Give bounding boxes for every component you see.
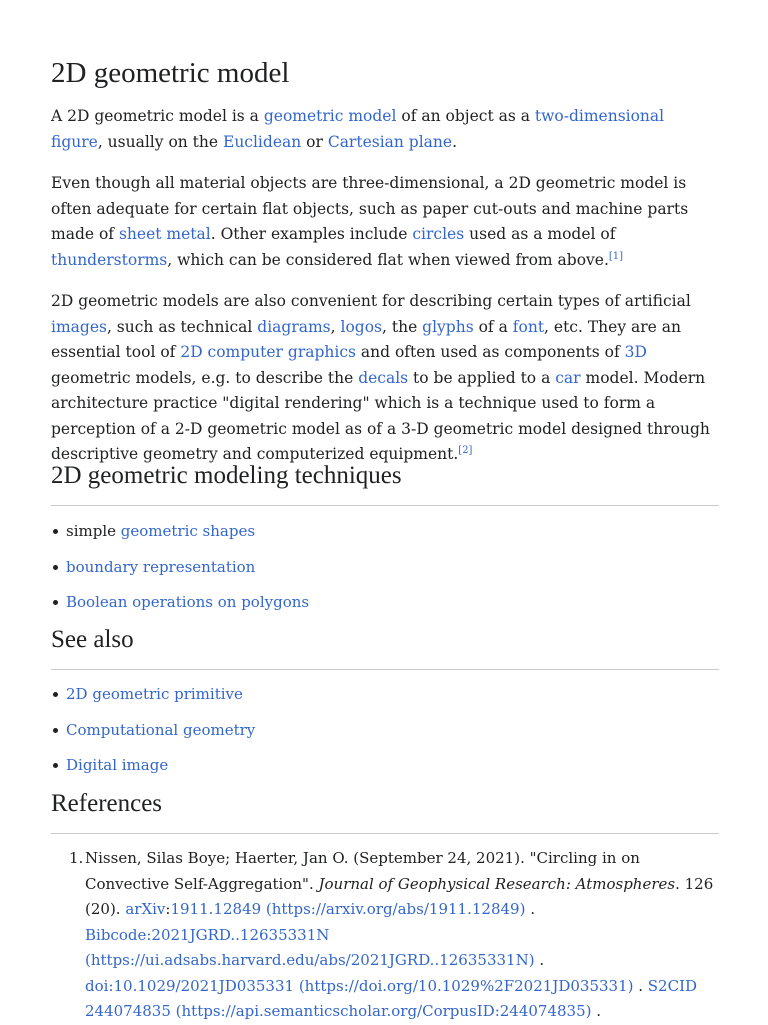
text: Even though all material objects are three-dimensional, a 2D geometric model is often adequate for certain flat objects, such as paper cut-outs and machine parts made of	[51, 174, 689, 243]
text: of a	[473, 317, 513, 336]
text: , the	[382, 317, 423, 336]
reference-journal: Journal of Geophysical Research: Atmospheres	[318, 874, 676, 893]
list-item	[51, 520, 719, 556]
list-item	[51, 683, 719, 719]
link-logos[interactable]: logos	[340, 317, 382, 336]
text: :	[146, 925, 152, 944]
paragraph-flat-objects	[51, 171, 719, 273]
section-heading-see-also: See also	[51, 625, 719, 670]
list-item	[51, 556, 719, 592]
text: :	[108, 976, 114, 995]
page-title: 2D geometric model	[51, 57, 290, 89]
reference-number: 1.	[69, 849, 84, 867]
bullet-icon	[53, 600, 58, 605]
text: :	[165, 900, 171, 918]
link-geometric-model[interactable]: geometric model	[263, 107, 397, 125]
text: and often used as components of	[355, 343, 625, 361]
text: model. Modern architecture practice "digital rendering" which is a technique used to form a perception of a 2-D geometric model as of a 3-D geometric model designed through descriptive geometry and computerized equipment.	[51, 368, 710, 463]
see-also-list	[51, 683, 719, 790]
link-glyphs[interactable]: glyphs	[422, 317, 474, 336]
link-digital-image[interactable]: Digital image	[66, 756, 169, 774]
link-cartesian-plane[interactable]: Cartesian plane	[327, 132, 453, 151]
link-sheet-metal[interactable]: sheet metal	[118, 225, 211, 243]
text: simple	[66, 522, 121, 540]
text: .	[525, 900, 535, 918]
paragraph-artificial-images	[51, 289, 719, 468]
link-bibcode-id[interactable]: 2021JGRD..12635331N (https://ui.adsabs.harvard.edu/abs/2021JGRD..12635331N)	[85, 925, 535, 969]
link-font[interactable]: font	[512, 317, 545, 336]
link-computational-geometry[interactable]: Computational geometry	[66, 720, 256, 739]
link-s2cid[interactable]: S2CID	[647, 976, 698, 995]
text: of an object as a	[396, 107, 535, 125]
link-doi[interactable]: doi	[85, 976, 109, 995]
link-car[interactable]: car	[555, 368, 581, 387]
text: , such as technical	[106, 317, 258, 336]
section-heading-techniques: 2D geometric modeling techniques	[51, 461, 719, 506]
link-3d[interactable]: 3D	[624, 343, 647, 361]
reference-volume: . 126 (20).	[85, 874, 714, 918]
reference-authors: Nissen, Silas Boye; Haerter, Jan O. (September 24, 2021). "Circling in on Convective Self-Aggregation".	[85, 849, 640, 893]
section-heading-references: References	[51, 789, 719, 834]
text: 2D geometric models are also convenient for describing certain types of artificial	[51, 292, 691, 310]
list-item	[51, 754, 719, 790]
citation-1[interactable]: [1]	[608, 250, 624, 262]
text: or	[301, 132, 328, 151]
link-images[interactable]: images	[51, 317, 107, 336]
text: , etc. They are an essential tool of	[51, 317, 681, 361]
link-arxiv[interactable]: arXiv	[125, 900, 166, 918]
link-euclidean[interactable]: Euclidean	[223, 132, 302, 151]
reference-item	[69, 846, 719, 1025]
text: .	[633, 976, 648, 995]
link-boundary-representation[interactable]: boundary representation	[66, 557, 256, 576]
link-decals[interactable]: decals	[358, 368, 409, 387]
text: used as a model of	[464, 225, 616, 243]
text: . Other examples include	[210, 225, 413, 243]
bullet-icon	[53, 763, 58, 768]
text: , which can be considered flat when viewed from above.	[167, 250, 609, 269]
bullet-icon	[53, 728, 58, 733]
text: .	[452, 132, 458, 151]
text: , usually on the	[97, 132, 223, 151]
text: A 2D geometric model is a	[51, 107, 264, 125]
bullet-icon	[53, 692, 58, 697]
intro-paragraph	[51, 104, 719, 155]
list-item	[51, 719, 719, 755]
link-two-dimensional-figure[interactable]: two-dimensional figure	[51, 107, 665, 151]
link-geometric-shapes[interactable]: geometric shapes	[120, 522, 256, 540]
link-boolean-operations[interactable]: Boolean operations on polygons	[66, 593, 310, 611]
link-circles[interactable]: circles	[412, 225, 465, 243]
text: ,	[330, 317, 341, 336]
link-s2cid-id[interactable]: 244074835 (https://api.semanticscholar.org/CorpusID:244074835)	[85, 1002, 592, 1020]
bullet-icon	[53, 529, 58, 534]
link-2d-computer-graphics[interactable]: 2D computer graphics	[180, 343, 356, 361]
references-list	[69, 846, 719, 1025]
text: .	[591, 1002, 602, 1020]
link-thunderstorms[interactable]: thunderstorms	[51, 250, 168, 269]
citation-2[interactable]: [2]	[458, 444, 473, 456]
techniques-list	[51, 520, 719, 627]
list-item	[51, 591, 719, 627]
bullet-icon	[53, 565, 58, 570]
link-2d-geometric-primitive[interactable]: 2D geometric primitive	[66, 685, 243, 703]
link-arxiv-id[interactable]: 1911.12849 (https://arxiv.org/abs/1911.12849)	[170, 900, 526, 918]
link-doi-id[interactable]: 10.1029/2021JD035331 (https://doi.org/10.1029%2F2021JD035331)	[113, 976, 634, 995]
link-diagrams[interactable]: diagrams	[257, 317, 331, 336]
link-bibcode[interactable]: Bibcode	[85, 925, 147, 944]
text: .	[534, 951, 545, 969]
text: geometric models, e.g. to describe the	[51, 368, 359, 387]
text: to be applied to a	[408, 368, 556, 387]
